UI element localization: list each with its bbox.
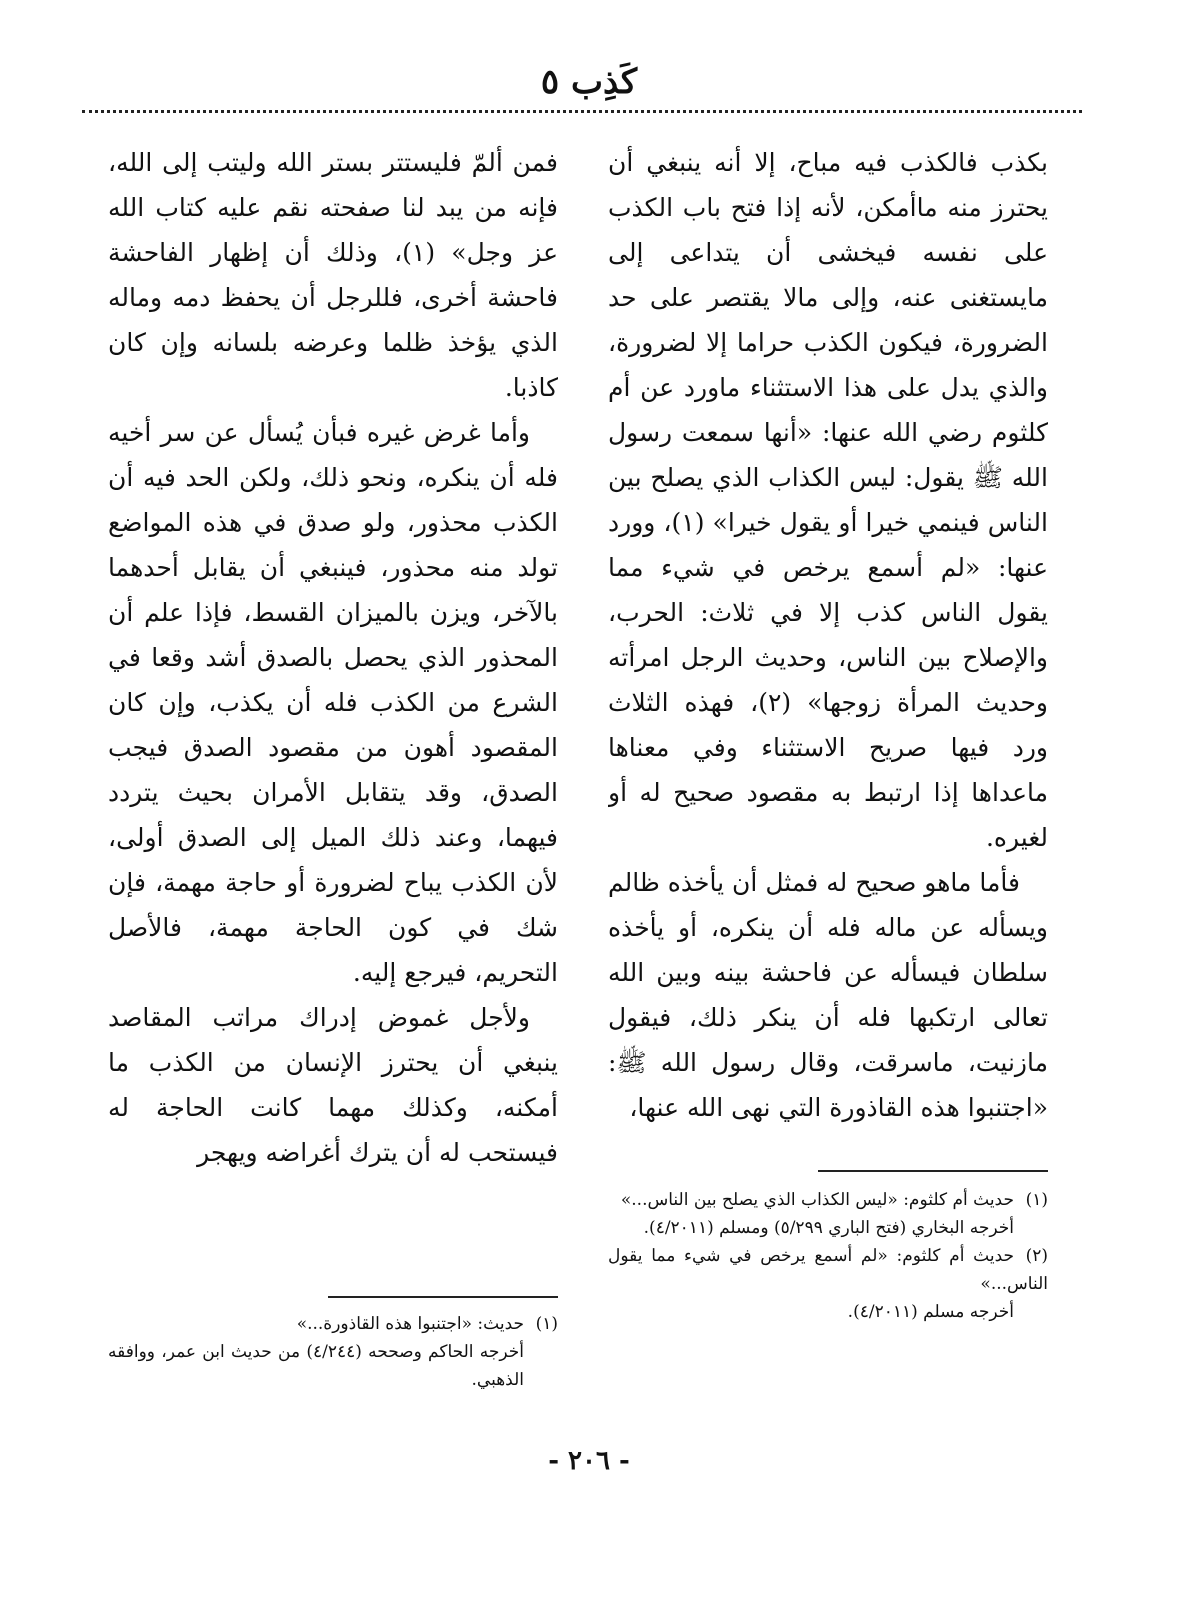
header-dotted-rule [82,110,1082,113]
left-paragraph-2: وأما غرض غيره فبأن يُسأل عن سر أخيه فله أن ينكره، ونحو ذلك، ولكن الحد فيه أن الكذب محذور، ولو صدق في هذه المواضع تولد منه محذور، فينبغي أن يقابل أحدهما بالآخر، ويزن بالميزان القسط، فإذا علم أن المحذور الذي يحصل بالصدق أشد وقعا في الشرع من الكذب فله أن يكذب، وإن كان المقصود أهون من مقصود الصدق فيجب الصدق، وقد يتقابل الأمران بحيث يتردد فيهما، وعند ذلك الميل إلى الصدق أولى، لأن الكذب يباح لضرورة أو حاجة مهمة، فإن شك في كون الحاجة مهمة، فالأصل التحريم، فيرجع إليه. [108,418,558,987]
right-column [608,140,1048,1240]
footnote-right-1 [608,1186,1048,1214]
footnote-source: أخرجه مسلم (٤/٢٠١١). [847,1302,1014,1322]
footnote-left-1 [108,1310,558,1338]
page-number: - ٢٠٦ - [548,1446,630,1476]
footnote-right-2 [608,1242,1048,1298]
footnote-text: حديث: «اجتنبوا هذه القاذورة...» [296,1314,524,1334]
footnote-text: حديث أم كلثوم: «لم أسمع يرخص في شيء مما يقول الناس...» [608,1246,1048,1294]
footnote-number: (١) [535,1314,558,1334]
footnote-text: حديث أم كلثوم: «ليس الكذاب الذي يصلح بين الناس...» [620,1190,1014,1210]
footnote-rule-left [328,1296,558,1298]
footnote-number: (٢) [1025,1246,1048,1266]
footnote-number: (١) [1025,1190,1048,1210]
footnote-rule-right [818,1170,1048,1172]
footnotes-left [108,1310,558,1394]
footnote-source: أخرجه الحاكم وصححه (٤/٢٤٤) من حديث ابن عمر، ووافقه الذهبي. [108,1342,524,1390]
running-header: كَذِب ٥ [540,62,638,102]
left-column [108,140,558,1240]
left-paragraph-3: ولأجل غموض إدراك مراتب المقاصد ينبغي أن يحترز الإنسان من الكذب ما أمكنه، وكذلك مهما كانت الحاجة له فيستحب له أن يترك أغراضه ويهجر [108,1003,558,1167]
right-paragraph-2: فأما ماهو صحيح له فمثل أن يأخذه ظالم ويسأله عن ماله فله أن ينكره، أو يأخذه سلطان فيسأله عن فاحشة بينه وبين الله تعالى ارتكبها فله أن ينكر ذلك، فيقول مازنيت، ماسرقت، وقال رسول الله ﷺ: «اجتنبوا هذه القاذورة التي نهى الله عنها، [608,868,1048,1122]
right-paragraph-1: بكذب فالكذب فيه مباح، إلا أنه ينبغي أن يحترز منه ماأمكن، لأنه إذا فتح باب الكذب على نفسه فيخشى أن يتداعى إلى مايستغنى عنه، وإلى مالا يقتصر على حد الضرورة، فيكون الكذب حراما إلا لضرورة، والذي يدل على هذا الاستثناء ماورد عن أم كلثوم رضي الله عنها: «أنها سمعت رسول الله ﷺ يقول: ليس الكذاب الذي يصلح بين الناس فينمي خيرا أو يقول خيرا» (١)، وورد عنها: «لم أسمع يرخص في شيء مما يقول الناس كذب إلا في ثلاث: الحرب، والإصلاح بين الناس، وحديث الرجل امرأته وحديث المرأة زوجها» (٢)، فهذه الثلاث ورد فيها صريح الاستثناء وفي معناها ماعداها إذا ارتبط به مقصود صحيح له أو لغيره. [608,148,1048,852]
footnote-source: أخرجه البخاري (فتح الباري ٥/٢٩٩) ومسلم (٤/٢٠١١). [643,1218,1014,1238]
left-paragraph-1: فمن ألمّ فليستتر بستر الله وليتب إلى الله، فإنه من يبد لنا صفحته نقم عليه كتاب الله عز وجل» (١)، وذلك أن إظهار الفاحشة فاحشة أخرى، فللرجل أن يحفظ دمه وماله الذي يؤخذ ظلما وعرضه بلسانه وإن كان كاذبا. [108,148,558,402]
footnotes-right [608,1186,1048,1326]
